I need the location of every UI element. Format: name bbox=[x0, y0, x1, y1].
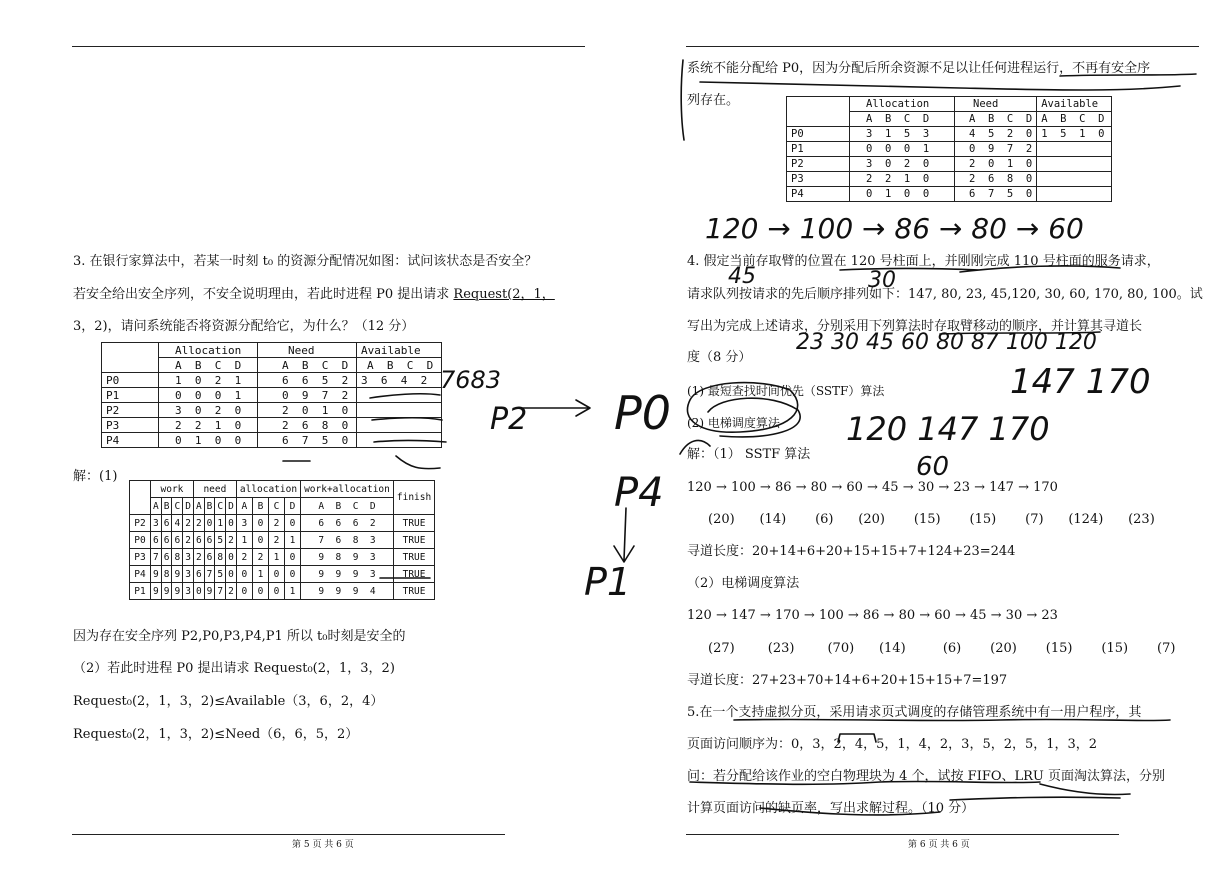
work-cell: 6 bbox=[151, 532, 162, 549]
q3-line2 bbox=[73, 287, 555, 303]
work-alloc-cell: 9 8 9 3 bbox=[301, 549, 394, 566]
handwritten-p0: P0 bbox=[614, 386, 672, 440]
work-cell: 7 bbox=[151, 549, 162, 566]
alloc-cell: 0 bbox=[252, 583, 268, 600]
table-row bbox=[787, 187, 1112, 202]
process-cell: P2 bbox=[787, 157, 850, 172]
sub-c: C bbox=[215, 498, 226, 515]
table-corner bbox=[102, 343, 159, 373]
q4-option-sstf: (1) 最短查找时间优先（SSTF）算法 bbox=[687, 384, 885, 398]
need-cell: 6 bbox=[193, 566, 204, 583]
right-page-footer: 第 6 页 共 6 页 bbox=[908, 840, 970, 850]
work-cell: 3 bbox=[183, 566, 194, 583]
continuation-line2: 列存在。 bbox=[687, 93, 740, 108]
alloc-cell: 2 bbox=[236, 549, 252, 566]
work-cell: 6 bbox=[161, 549, 172, 566]
alloc-cell: 0 bbox=[285, 566, 301, 583]
need-cell: 1 bbox=[215, 515, 226, 532]
alloc-cell: 0 bbox=[285, 549, 301, 566]
header-allocation: allocation bbox=[236, 481, 300, 498]
header-need: Need bbox=[955, 97, 1037, 112]
arrow-down-to-p1 bbox=[614, 508, 634, 562]
sub-abcd: A B C D bbox=[357, 358, 442, 373]
work-alloc-cell: 7 6 8 3 bbox=[301, 532, 394, 549]
part2-text: （2）若此时进程 P0 提出请求 Request₀(2，1，3，2) bbox=[73, 661, 395, 676]
elevator-sequence: 120 → 147 → 170 → 100 → 86 → 80 → 60 → 45 → 30 → 23 bbox=[687, 608, 1058, 623]
work-cell: 3 bbox=[183, 549, 194, 566]
header-available: Available bbox=[357, 343, 442, 358]
need-cell: 5 bbox=[215, 566, 226, 583]
finish-cell: TRUE bbox=[393, 566, 434, 583]
q3-line2-text: 若安全给出安全序列，不安全说明理由，若此时进程 P0 提出请求 bbox=[73, 287, 454, 302]
handwritten-p2: P2 bbox=[490, 402, 528, 437]
alloc-cell: 1 bbox=[236, 532, 252, 549]
alloc-cell: 1 bbox=[252, 566, 268, 583]
work-alloc-cell: 6 6 6 2 bbox=[301, 515, 394, 532]
need-cell: 6 7 5 0 bbox=[258, 433, 357, 448]
process-cell: P0 bbox=[787, 127, 850, 142]
left-bottom-rule bbox=[72, 834, 505, 835]
sub-abcd: A B C D bbox=[159, 358, 258, 373]
sub-d: D bbox=[285, 498, 301, 515]
table-row bbox=[787, 127, 1112, 142]
process-cell: P0 bbox=[130, 532, 151, 549]
sstf-total: 寻道长度：20+14+6+20+15+15+7+124+23=244 bbox=[687, 544, 1016, 559]
table-row bbox=[102, 403, 442, 418]
safety-table bbox=[129, 480, 435, 600]
alloc-cell: 2 bbox=[268, 515, 284, 532]
elevator-total: 寻道长度：27+23+70+14+6+20+15+15+7=197 bbox=[687, 673, 1008, 688]
q5-line2: 页面访问顺序为：0，3，2，4，5，1，4，2，3，5，2，5，1，3，2 bbox=[687, 737, 1098, 752]
handwritten-120-147-170: 120 147 170 bbox=[846, 410, 1050, 448]
sub-abcd: A B C D bbox=[1037, 112, 1112, 127]
need-cell: 2 0 1 0 bbox=[955, 157, 1037, 172]
alloc-cell: 0 bbox=[285, 515, 301, 532]
work-cell: 2 bbox=[183, 532, 194, 549]
alloc-cell: 3 1 5 3 bbox=[850, 127, 955, 142]
process-cell: P3 bbox=[102, 418, 159, 433]
header-need: need bbox=[193, 481, 236, 498]
alloc-cell: 0 bbox=[236, 566, 252, 583]
handwritten-60: 60 bbox=[916, 452, 950, 482]
allocation-table-after-request bbox=[786, 96, 1112, 202]
elevator-label: （2）电梯调度算法 bbox=[687, 576, 800, 591]
header-allocation: Allocation bbox=[850, 97, 955, 112]
need-cell: 2 0 1 0 bbox=[258, 403, 357, 418]
avail-cell bbox=[357, 433, 442, 448]
handwritten-sorted: 23 30 45 60 80 87 100 120 bbox=[796, 330, 1097, 355]
avail-cell: 3 6 4 2 bbox=[357, 373, 442, 388]
arrow-p2-to-p0 bbox=[520, 400, 590, 416]
q3-request: Request(2，1， bbox=[453, 287, 555, 302]
process-cell: P1 bbox=[130, 583, 151, 600]
need-cell: 2 6 8 0 bbox=[955, 172, 1037, 187]
safe-sequence-text: 因为存在安全序列 P2,P0,P3,P4,P1 所以 t₀时刻是安全的 bbox=[73, 629, 406, 644]
need-cell: 0 bbox=[226, 566, 237, 583]
alloc-cell: 1 bbox=[268, 549, 284, 566]
need-cell: 6 bbox=[193, 532, 204, 549]
need-cell: 2 bbox=[193, 515, 204, 532]
sub-a: A bbox=[193, 498, 204, 515]
process-cell: P3 bbox=[130, 549, 151, 566]
header-work-allocation: work+allocation bbox=[301, 481, 394, 498]
need-cell: 2 bbox=[226, 583, 237, 600]
need-cell: 2 bbox=[193, 549, 204, 566]
process-cell: P4 bbox=[787, 187, 850, 202]
alloc-cell: 0 bbox=[268, 566, 284, 583]
handwritten-30: 30 bbox=[868, 268, 896, 293]
avail-cell bbox=[1037, 157, 1112, 172]
alloc-cell: 3 bbox=[236, 515, 252, 532]
need-cell: 0 bbox=[226, 515, 237, 532]
alloc-cell: 3 0 2 0 bbox=[850, 157, 955, 172]
table-row bbox=[130, 549, 435, 566]
work-cell: 9 bbox=[172, 566, 183, 583]
finish-cell: TRUE bbox=[393, 532, 434, 549]
alloc-cell: 0 1 0 0 bbox=[159, 433, 258, 448]
alloc-cell: 0 bbox=[252, 532, 268, 549]
work-cell: 8 bbox=[172, 549, 183, 566]
need-cell: 7 bbox=[215, 583, 226, 600]
bracket-left bbox=[681, 60, 684, 140]
solution-label: 解：(1) bbox=[73, 469, 118, 484]
sstf-sequence: 120 → 100 → 86 → 80 → 60 → 45 → 30 → 23 → 147 → 170 bbox=[687, 480, 1058, 495]
handwritten-seek-chain: 120 → 100 → 86 → 80 → 60 bbox=[705, 212, 1084, 245]
sub-d: D bbox=[183, 498, 194, 515]
table-corner bbox=[130, 481, 151, 515]
table-row bbox=[102, 418, 442, 433]
need-cell: 7 bbox=[204, 566, 215, 583]
table-row bbox=[787, 172, 1112, 187]
need-cell: 5 bbox=[215, 532, 226, 549]
finish-cell: TRUE bbox=[393, 583, 434, 600]
q3-line3: 3，2)，请问系统能否将资源分配给它，为什么？（12 分） bbox=[73, 319, 415, 334]
alloc-cell: 0 bbox=[268, 583, 284, 600]
alloc-cell: 1 bbox=[285, 532, 301, 549]
header-need: Need bbox=[258, 343, 357, 358]
table-row bbox=[102, 373, 442, 388]
q4-line2: 请求队列按请求的先后顺序排列如下：147, 80, 23, 45,120, 30, 60, 170, 80, 100。试 bbox=[687, 287, 1203, 302]
continuation-line1: 系统不能分配给 P0，因为分配后所余资源不足以让任何进程运行，不再有安全序 bbox=[687, 61, 1151, 76]
need-cell: 0 bbox=[193, 583, 204, 600]
need-cell: 2 6 8 0 bbox=[258, 418, 357, 433]
avail-cell bbox=[357, 403, 442, 418]
alloc-cell: 1 0 2 1 bbox=[159, 373, 258, 388]
allocation-table bbox=[101, 342, 442, 448]
need-cell: 2 bbox=[226, 532, 237, 549]
process-cell: P2 bbox=[130, 515, 151, 532]
work-cell: 8 bbox=[161, 566, 172, 583]
work-cell: 3 bbox=[151, 515, 162, 532]
alloc-cell: 0 0 0 1 bbox=[850, 142, 955, 157]
work-cell: 4 bbox=[172, 515, 183, 532]
sub-abcd: A B C D bbox=[301, 498, 394, 515]
header-work: work bbox=[151, 481, 194, 498]
q3-line1: 3. 在银行家算法中，若某一时刻 t₀ 的资源分配情况如图：试问该状态是否安全？ bbox=[73, 254, 538, 269]
process-cell: P4 bbox=[130, 566, 151, 583]
need-cell: 6 6 5 2 bbox=[258, 373, 357, 388]
finish-cell: TRUE bbox=[393, 515, 434, 532]
underline-line2 bbox=[700, 82, 1180, 90]
sstf-distances: (20) (14) (6) (20) (15) (15) (7) (124) (23) bbox=[708, 512, 1155, 527]
sub-d: D bbox=[226, 498, 237, 515]
avail-cell bbox=[357, 388, 442, 403]
elevator-distances: (27) (23) (70) (14) (6) (20) (15) (15) (7) bbox=[708, 641, 1176, 656]
right-bottom-rule bbox=[686, 834, 1119, 835]
alloc-cell: 2 2 1 0 bbox=[850, 172, 955, 187]
table-row bbox=[130, 566, 435, 583]
sub-abcd: A B C D bbox=[850, 112, 955, 127]
squiggle-q5-line3 bbox=[1040, 784, 1130, 795]
avail-cell bbox=[1037, 172, 1112, 187]
table-row bbox=[787, 142, 1112, 157]
alloc-cell: 0 bbox=[236, 583, 252, 600]
sub-a: A bbox=[236, 498, 252, 515]
finish-cell: TRUE bbox=[393, 549, 434, 566]
avail-cell bbox=[1037, 187, 1112, 202]
process-cell: P2 bbox=[102, 403, 159, 418]
work-cell: 9 bbox=[172, 583, 183, 600]
need-cell: 0 9 7 2 bbox=[955, 142, 1037, 157]
alloc-cell: 3 0 2 0 bbox=[159, 403, 258, 418]
table-row bbox=[130, 515, 435, 532]
need-cell: 0 9 7 2 bbox=[258, 388, 357, 403]
need-cell: 8 bbox=[215, 549, 226, 566]
table-row bbox=[130, 583, 435, 600]
table-row bbox=[102, 388, 442, 403]
request-vs-need: Request₀(2，1，3，2)≤Need（6，6，5，2） bbox=[73, 727, 359, 742]
alloc-cell: 0 0 0 1 bbox=[159, 388, 258, 403]
alloc-cell: 1 bbox=[285, 583, 301, 600]
sub-abcd: A B C D bbox=[258, 358, 357, 373]
handwritten-p1: P1 bbox=[584, 560, 632, 604]
need-cell: 6 bbox=[204, 549, 215, 566]
sub-c: C bbox=[268, 498, 284, 515]
work-alloc-cell: 9 9 9 3 bbox=[301, 566, 394, 583]
q4-line1: 4. 假定当前存取臂的位置在 120 号柱面上，并刚刚完成 110 号柱面的服务请求， bbox=[687, 254, 1160, 269]
left-top-rule bbox=[72, 46, 585, 47]
need-cell: 6 bbox=[204, 532, 215, 549]
q4-option-elevator: (2) 电梯调度算法 bbox=[687, 416, 780, 430]
process-cell: P1 bbox=[102, 388, 159, 403]
header-finish: finish bbox=[393, 481, 434, 515]
work-cell: 6 bbox=[161, 515, 172, 532]
handwritten-p4: P4 bbox=[614, 470, 664, 516]
work-cell: 9 bbox=[151, 583, 162, 600]
work-alloc-cell: 9 9 9 4 bbox=[301, 583, 394, 600]
sub-abcd: A B C D bbox=[955, 112, 1037, 127]
handwritten-147-170: 147 170 bbox=[1010, 362, 1151, 402]
request-vs-available: Request₀(2，1，3，2)≤Available（3，6，2，4） bbox=[73, 694, 384, 709]
q4-line3: 写出为完成上述请求，分别采用下列算法时存取臂移动的顺序，并计算其寻道长 bbox=[687, 319, 1143, 334]
handwritten-7683: 7683 bbox=[440, 366, 502, 394]
q4-line4: 度（8 分） bbox=[687, 350, 752, 365]
need-cell: 6 7 5 0 bbox=[955, 187, 1037, 202]
need-cell: 9 bbox=[204, 583, 215, 600]
need-cell: 4 5 2 0 bbox=[955, 127, 1037, 142]
process-cell: P0 bbox=[102, 373, 159, 388]
work-cell: 6 bbox=[172, 532, 183, 549]
q5-line1: 5.在一个支持虚拟分页，采用请求页式调度的存储管理系统中有一用户程序，其 bbox=[687, 705, 1142, 720]
sub-b: B bbox=[161, 498, 172, 515]
work-cell: 2 bbox=[183, 515, 194, 532]
process-cell: P3 bbox=[787, 172, 850, 187]
alloc-cell: 2 bbox=[252, 549, 268, 566]
left-page-footer: 第 5 页 共 6 页 bbox=[292, 840, 354, 850]
avail-cell bbox=[357, 418, 442, 433]
work-cell: 6 bbox=[161, 532, 172, 549]
right-top-rule bbox=[686, 46, 1199, 47]
process-cell: P4 bbox=[102, 433, 159, 448]
sstf-solution-label: 解：（1） SSTF 算法 bbox=[687, 447, 811, 462]
header-allocation: Allocation bbox=[159, 343, 258, 358]
work-cell: 9 bbox=[161, 583, 172, 600]
alloc-cell: 2 2 1 0 bbox=[159, 418, 258, 433]
table-row bbox=[787, 157, 1112, 172]
table-row bbox=[102, 433, 442, 448]
work-cell: 3 bbox=[183, 583, 194, 600]
need-cell: 0 bbox=[226, 549, 237, 566]
need-cell: 0 bbox=[204, 515, 215, 532]
q5-line3: 问：若分配给该作业的空白物理块为 4 个，试按 FIFO、LRU 页面淘汰算法，分别 bbox=[687, 769, 1166, 784]
alloc-cell: 0 bbox=[252, 515, 268, 532]
sub-c: C bbox=[172, 498, 183, 515]
table-corner bbox=[787, 97, 850, 127]
alloc-cell: 2 bbox=[268, 532, 284, 549]
avail-cell: 1 5 1 0 bbox=[1037, 127, 1112, 142]
sub-b: B bbox=[204, 498, 215, 515]
table-row bbox=[130, 532, 435, 549]
sub-a: A bbox=[151, 498, 162, 515]
q5-line4: 计算页面访问的缺页率，写出求解过程。（10 分） bbox=[687, 801, 975, 816]
alloc-cell: 0 1 0 0 bbox=[850, 187, 955, 202]
header-available: Available bbox=[1037, 97, 1112, 112]
process-cell: P1 bbox=[787, 142, 850, 157]
sub-b: B bbox=[252, 498, 268, 515]
handwritten-45: 45 bbox=[728, 264, 756, 289]
avail-cell bbox=[1037, 142, 1112, 157]
work-cell: 9 bbox=[151, 566, 162, 583]
